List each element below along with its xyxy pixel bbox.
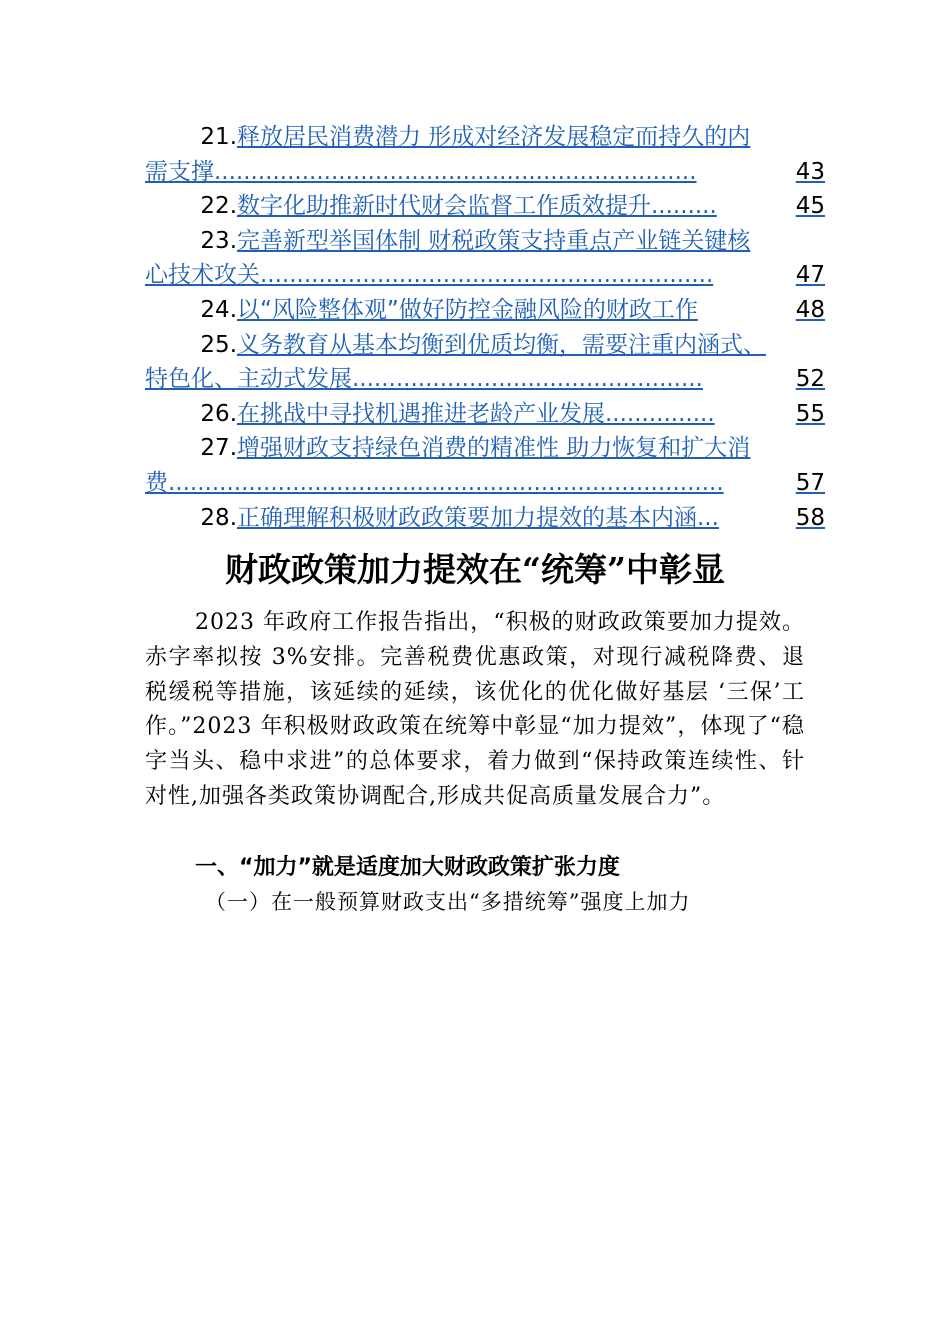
body-paragraph: 2023 年政府工作报告指出，“积极的财政政策要加力提效。赤字率拟按 3%安排。完善税费优惠政策，对现行减税降费、退税缓税等措施，该延续的延续，该优化的优化做好基层 ‘三保’工作。”2023 年积极财政政策在统筹中彰显“加力提效”，体现了“稳字当头、稳中求进”的总体要求，着力做到“保持政策连续性、针对性,加强各类政策协调配合,形成共促高质量发展合力”。 (145, 610, 805, 809)
toc-leader-dots: ............... (605, 400, 715, 427)
toc-page-number: 58 (795, 504, 825, 531)
document-title: 财政政策加力提效在“统筹”中彰显 (225, 550, 725, 589)
toc-page-number: 55 (795, 400, 825, 427)
table-of-contents (145, 120, 825, 535)
toc-number: 27. (200, 435, 237, 462)
toc-link[interactable]: 增强财政支持绿色消费的精准性 助力恢复和扩大消 (237, 435, 751, 462)
toc-link[interactable]: 在挑战中寻找机遇推进老龄产业发展 (237, 400, 605, 427)
toc-number: 28. (200, 504, 237, 531)
toc-number: 24. (200, 296, 237, 323)
toc-leader-dots: .............................................................. (260, 262, 714, 289)
toc-link-cont[interactable]: 费 (145, 469, 168, 496)
toc-page-number: 43 (795, 158, 825, 185)
toc-page-number: 57 (795, 469, 825, 496)
toc-page-number: 47 (795, 262, 825, 289)
toc-link[interactable]: 以“风险整体观”做好防控金融风险的财政工作 (237, 296, 698, 323)
toc-number: 25. (200, 331, 237, 358)
toc-entry-21[interactable] (145, 120, 825, 189)
toc-page-number: 48 (795, 296, 825, 323)
toc-page-number: 52 (795, 366, 825, 393)
toc-link[interactable]: 完善新型举国体制 财税政策支持重点产业链关键核 (237, 227, 751, 254)
toc-entry-28[interactable] (145, 501, 825, 536)
toc-entry-23[interactable] (145, 224, 825, 293)
toc-leader-dots: .................................................................. (214, 158, 697, 185)
toc-number: 26. (200, 400, 237, 427)
toc-page-number: 45 (795, 193, 825, 220)
toc-entry-22[interactable] (145, 189, 825, 224)
toc-leader-dots: ... (697, 504, 719, 531)
toc-link-cont[interactable]: 心技术攻关 (145, 262, 260, 289)
toc-leader-dots: ................................................ (352, 366, 703, 393)
toc-entry-25[interactable] (145, 328, 825, 397)
toc-link[interactable]: 数字化助推新时代财会监督工作质效提升 (237, 193, 651, 220)
toc-entry-26[interactable] (145, 397, 825, 432)
toc-number: 22. (200, 193, 237, 220)
toc-leader-dots: ............................................................................ (168, 469, 724, 496)
section-heading: 一、“加力”就是适度加大财政政策扩张力度 (195, 855, 620, 880)
subsection-heading: （一）在一般预算财政支出“多措统筹”强度上加力 (205, 890, 691, 914)
toc-number: 23. (200, 227, 237, 254)
toc-link-cont[interactable]: 特色化、主动式发展 (145, 366, 352, 393)
toc-link[interactable]: 义务教育从基本均衡到优质均衡，需要注重内涵式、 (237, 331, 766, 358)
toc-number: 21. (200, 124, 237, 150)
toc-entry-24[interactable] (145, 293, 825, 328)
toc-link[interactable]: 正确理解积极财政政策要加力提效的基本内涵 (237, 504, 697, 531)
toc-link-cont[interactable]: 需支撑 (145, 158, 214, 185)
toc-leader-dots: ......... (651, 193, 717, 220)
toc-entry-27[interactable] (145, 431, 825, 500)
toc-link[interactable]: 释放居民消费潜力 形成对经济发展稳定而持久的内 (237, 124, 751, 150)
